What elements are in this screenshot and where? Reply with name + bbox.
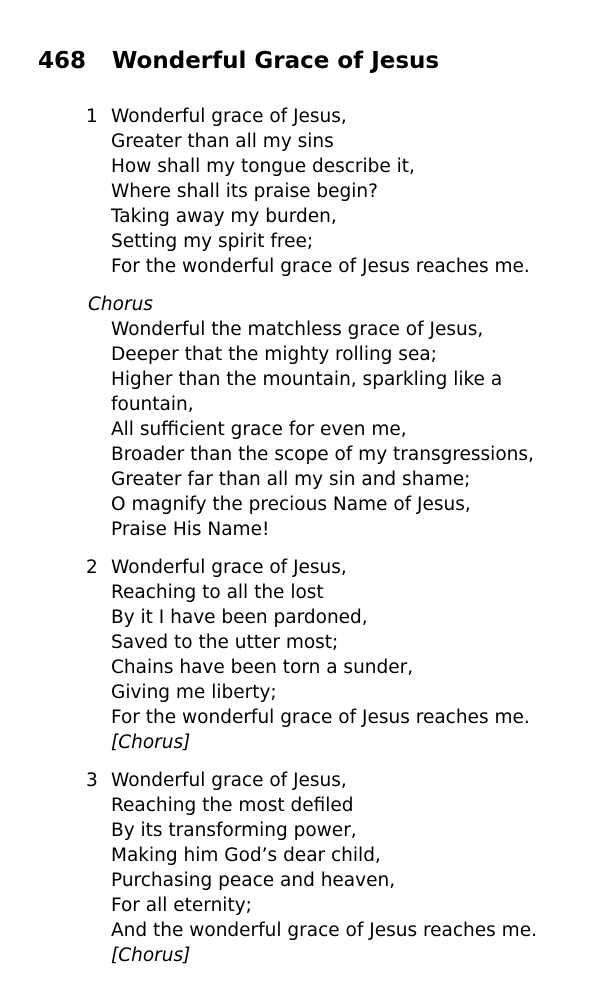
chorus xyxy=(0,292,600,542)
stanza-number: 1 xyxy=(86,106,98,127)
stanza-line: Saved to the utter most; xyxy=(111,632,339,653)
stanza-line: How shall my tongue describe it, xyxy=(111,156,415,177)
stanza-line: Chains have been torn a sunder, xyxy=(111,657,414,678)
chorus-line: Broader than the scope of my transgressions, xyxy=(111,444,534,465)
stanza-line: For the wonderful grace of Jesus reaches me. xyxy=(111,707,530,728)
stanza-number: 3 xyxy=(86,770,98,791)
stanza-line: Greater than all my sins xyxy=(111,131,334,152)
chorus-line: Greater far than all my sin and shame; xyxy=(111,469,471,490)
chorus-line: Deeper that the mighty rolling sea; xyxy=(111,344,437,365)
chorus-line: Higher than the mountain, sparkling like a xyxy=(111,369,503,390)
chorus-line: fountain, xyxy=(111,394,194,415)
chorus-line: Wonderful the matchless grace of Jesus, xyxy=(111,319,484,340)
chorus-line: O magnify the precious Name of Jesus, xyxy=(111,494,471,515)
chorus-line: Praise His Name! xyxy=(111,519,270,540)
hymn-number: 468 xyxy=(38,48,87,74)
stanza-2 xyxy=(0,555,600,755)
stanza-line: Purchasing peace and heaven, xyxy=(111,870,396,891)
stanza-3 xyxy=(0,768,600,968)
stanza-1 xyxy=(0,104,600,279)
chorus-reference: [Chorus] xyxy=(111,732,191,753)
chorus-line: All sufficient grace for even me, xyxy=(111,419,407,440)
stanza-line: By its transforming power, xyxy=(111,820,357,841)
stanza-line: By it I have been pardoned, xyxy=(111,607,368,628)
stanza-line: Wonderful grace of Jesus, xyxy=(111,106,347,127)
hymn-header xyxy=(38,44,439,78)
stanza-line: Wonderful grace of Jesus, xyxy=(111,557,347,578)
stanza-line: For the wonderful grace of Jesus reaches me. xyxy=(111,256,530,277)
stanza-line: Giving me liberty; xyxy=(111,682,277,703)
stanza-line: Wonderful grace of Jesus, xyxy=(111,770,347,791)
stanza-line: Making him God’s dear child, xyxy=(111,845,381,866)
stanza-line: Reaching to all the lost xyxy=(111,582,324,603)
stanza-line: Reaching the most defiled xyxy=(111,795,354,816)
chorus-label: Chorus xyxy=(88,294,153,315)
stanza-line: Where shall its praise begin? xyxy=(111,181,378,202)
stanza-line: Taking away my burden, xyxy=(111,206,337,227)
hymn-text xyxy=(0,104,600,981)
hymn-title: Wonderful Grace of Jesus xyxy=(112,48,440,74)
stanza-line: And the wonderful grace of Jesus reaches me. xyxy=(111,920,537,941)
stanza-line: For all eternity; xyxy=(111,895,252,916)
stanza-number: 2 xyxy=(86,557,98,578)
chorus-reference: [Chorus] xyxy=(111,945,191,966)
stanza-line: Setting my spirit free; xyxy=(111,231,314,252)
